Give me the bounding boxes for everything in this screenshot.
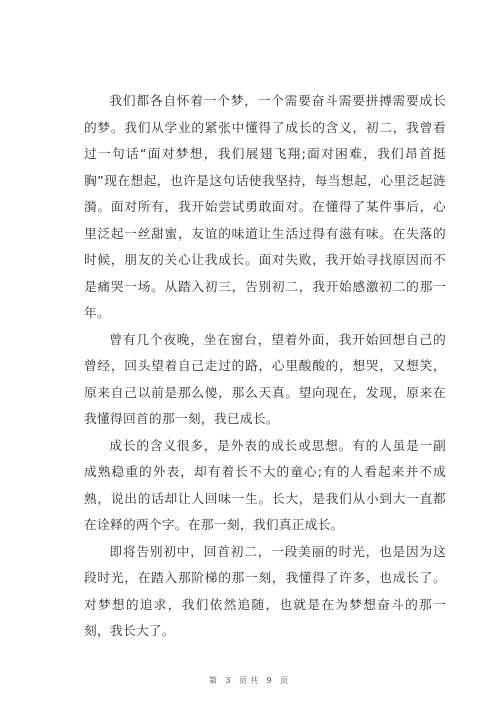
paragraph-2: 曾有几个夜晚，坐在窗台，望着外面，我开始回想自己的曾经，回头望着自己走过的路，心里酸酸的，想哭，又想笑，原来自己以前是那么傻，那么天真。望向现在，发现，原来在我懂得回首的那一刻，我已成长。 (84, 331, 446, 426)
paragraph-4: 即将告别初中，回首初二，一段美丽的时光，也是因为这段时光，在踏入那阶梯的那一刻，我懂得了许多，也成长了。对梦想的追求，我们依然追随，也就是在为梦想奋斗的那一刻，我长大了。 (84, 543, 446, 638)
paragraph-1: 我们都各自怀着一个梦，一个需要奋斗需要拼搏需要成长的梦。我们从学业的紧张中懂得了成长的含义，初二，我曾看过一句话“面对梦想，我们展翅飞翔;面对困难，我们昂首挺胸”现在想起，也许是这句话使我坚持，每当想起，心里泛起涟漪。面对所有，我开始尝试勇敢面对。在懂得了某件事后，心里泛起一丝甜蜜，友谊的味道让生活过得有滋有味。在失落的时候，朋友的关心让我成长。面对失败，我开始寻找原因而不是痛哭一场。从踏入初三，告别初二，我开始感激初二的那一年。 (84, 93, 446, 320)
body-text (84, 88, 446, 645)
paragraph-3: 成长的含义很多，是外表的成长或思想。有的人虽是一副成熟稳重的外表，却有着长不大的童心;有的人看起来并不成熟，说出的话却让人回味一生。长大，是我们从小到大一直都在诠释的两个字。在那一刻，我们真正成长。 (84, 437, 446, 532)
page-number-footer: 第 3 页共 9 页 (208, 676, 292, 685)
